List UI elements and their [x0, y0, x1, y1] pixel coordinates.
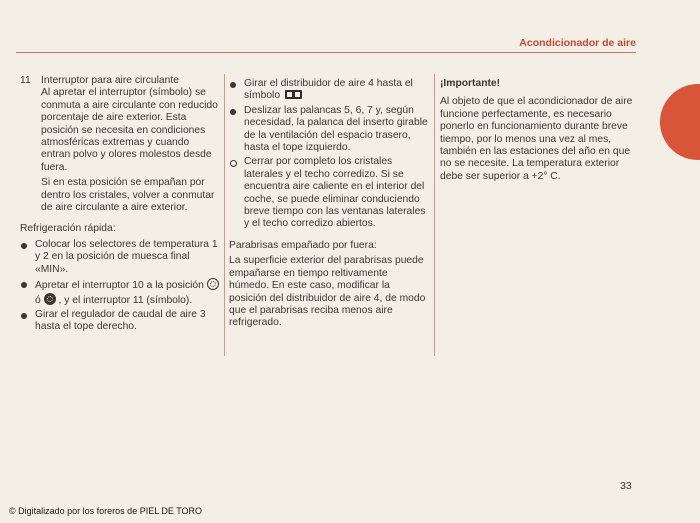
item-paragraph: Al apretar el interruptor (símbolo) se conmuta a aire circulante con reducido porcentaje de aire exterior. Esta posición se necesita en condiciones atmosféricas extremas y cuando entran polvo y olores molestos desde fuera. [41, 87, 218, 173]
quick-cooling-heading: Refrigeración rápida: [20, 223, 116, 235]
important-heading: ¡Importante! [440, 78, 501, 89]
quick-cooling-list [20, 239, 220, 334]
column-right [440, 78, 640, 183]
item-number: 11 [20, 75, 31, 86]
list-item-text: Colocar los selectores de temperatura 1 y 2 en la posición de muesca final «MIN». [35, 238, 218, 275]
list-item-text: Cerrar por completo los cristales laterales y el techo corredizo. Si se encuentra aire caliente en el interior del coche, se puede eliminar conduciendo breve tiempo con las ventanas laterales y el techo corredizo abiertos. [244, 156, 426, 230]
item-heading: Interruptor para aire circulante [41, 75, 179, 86]
windshield-fog-text: La superficie exterior del parabrisas puede empañarse en tiempo reltivamente húmedo. En este caso, modificar la posición del distribuidor de aire 4, de modo que el parabrisas reciba menos aire refrigerado. [229, 255, 426, 329]
page-number: 33 [620, 480, 632, 492]
list-item [229, 156, 429, 230]
list-item [20, 309, 220, 334]
list-item-text: ó [35, 294, 41, 306]
bullet-icon [230, 109, 236, 115]
column-middle [229, 78, 429, 330]
instruction-list [229, 78, 429, 231]
fan-symbol-icon [207, 278, 219, 290]
list-item [229, 78, 429, 103]
column-left [20, 75, 220, 336]
header-divider [16, 52, 636, 53]
windshield-fog-heading: Parabrisas empañado por fuera: [229, 239, 377, 251]
list-item-text: , y el interruptor 11 (símbolo). [58, 294, 193, 306]
column-divider [434, 74, 435, 356]
scan-credit: © Digitalizado por los foreros de PIEL DE TORO [9, 506, 203, 516]
fan-symbol-filled-icon [44, 293, 56, 305]
distributor-symbol-icon [285, 90, 302, 99]
list-item-text: Girar el distribuidor de aire 4 hasta el símbolo [244, 78, 413, 102]
list-item [20, 278, 220, 307]
item-paragraph: Si en esta posición se empañan por dentro los cristales, volver a conmutar de aire circulante a aire exterior. [41, 177, 215, 214]
important-text: Al objeto de que el acondicionador de aire funcione perfectamente, es necesario ponerlo en funcionamiento durante breve tiempo, por lo menos una vez al mes, también en las estaciones del año en que no se necesite. La temperatura exterior debe ser superior a +2° C. [440, 96, 633, 182]
list-item-text: Deslizar las palancas 5, 6, 7 y, según necesidad, la palanca del inserto girable de la ventilación del espacio trasero, hasta el tope izquierdo. [244, 104, 428, 154]
list-item-text: Girar el regulador de caudal de aire 3 hasta el tope derecho. [35, 308, 206, 333]
bullet-icon [21, 313, 27, 319]
item-11 [20, 75, 220, 214]
list-item [229, 105, 429, 155]
list-item [20, 239, 220, 276]
note-bullet-icon [230, 160, 237, 167]
bullet-icon [21, 243, 27, 249]
chapter-tab-marker [660, 84, 700, 160]
column-divider [224, 74, 225, 356]
list-item-text: Apretar el interruptor 10 a la posición [35, 280, 204, 292]
section-title: Acondicionador de aire [519, 37, 636, 49]
bullet-icon [230, 82, 236, 88]
bullet-icon [21, 282, 27, 288]
